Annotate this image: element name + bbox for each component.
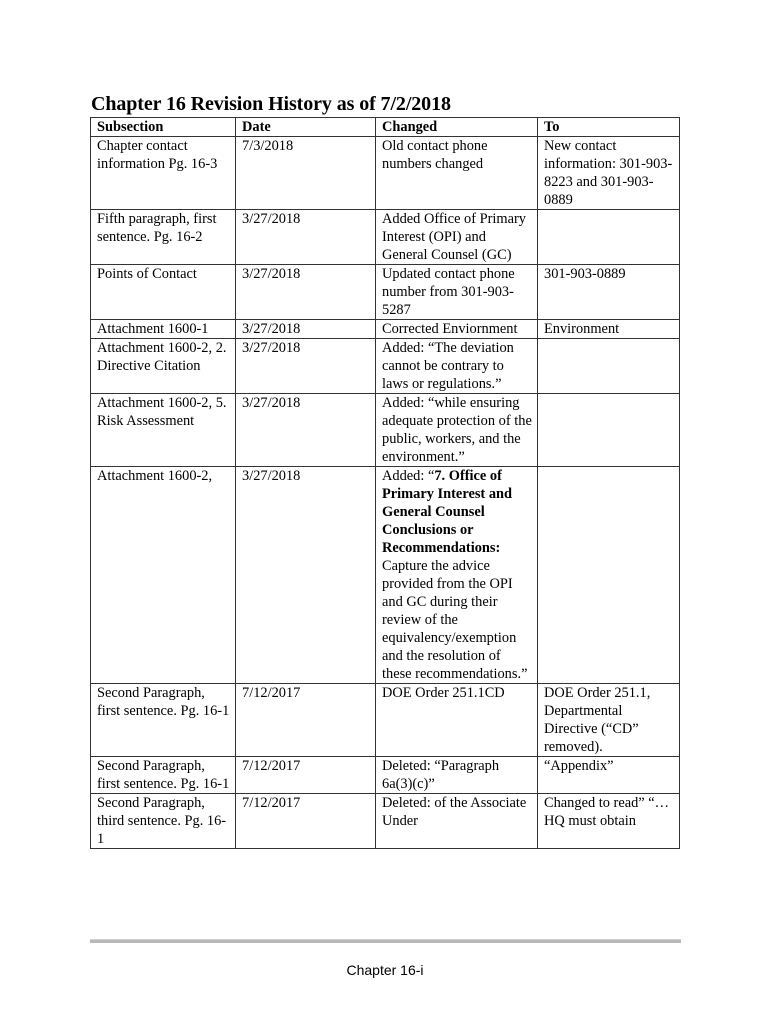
changed-prefix: Added: “ bbox=[382, 468, 435, 484]
cell-to: DOE Order 251.1, Departmental Directive (“CD” removed). bbox=[538, 684, 680, 757]
cell-changed: Old contact phone numbers changed bbox=[376, 137, 538, 210]
cell-date: 3/27/2018 bbox=[236, 467, 376, 684]
table-row bbox=[91, 794, 680, 849]
cell-date: 7/12/2017 bbox=[236, 757, 376, 794]
cell-subsection: Second Paragraph, first sentence. Pg. 16-1 bbox=[91, 757, 236, 794]
cell-date: 7/12/2017 bbox=[236, 684, 376, 757]
cell-changed: Deleted: “Paragraph 6a(3)(c)” bbox=[376, 757, 538, 794]
table-row bbox=[91, 137, 680, 210]
cell-changed: Added: “while ensuring adequate protection of the public, workers, and the environment.” bbox=[376, 394, 538, 467]
footer-divider bbox=[90, 939, 681, 943]
header-to: To bbox=[538, 118, 680, 137]
cell-to bbox=[538, 210, 680, 265]
page-title: Chapter 16 Revision History as of 7/2/2018 bbox=[91, 93, 451, 115]
cell-to bbox=[538, 339, 680, 394]
table-row bbox=[91, 394, 680, 467]
cell-subsection: Attachment 1600-2, 5. Risk Assessment bbox=[91, 394, 236, 467]
cell-to: 301-903-0889 bbox=[538, 265, 680, 320]
cell-to bbox=[538, 467, 680, 684]
table-row bbox=[91, 265, 680, 320]
cell-changed: DOE Order 251.1CD bbox=[376, 684, 538, 757]
table-header-row bbox=[91, 118, 680, 137]
table-row bbox=[91, 757, 680, 794]
cell-date: 3/27/2018 bbox=[236, 394, 376, 467]
cell-subsection: Chapter contact information Pg. 16-3 bbox=[91, 137, 236, 210]
cell-subsection: Fifth paragraph, first sentence. Pg. 16-2 bbox=[91, 210, 236, 265]
header-date: Date bbox=[236, 118, 376, 137]
cell-subsection: Second Paragraph, first sentence. Pg. 16-1 bbox=[91, 684, 236, 757]
cell-to: Environment bbox=[538, 320, 680, 339]
cell-changed: Added: “The deviation cannot be contrary to laws or regulations.” bbox=[376, 339, 538, 394]
cell-changed: Deleted: of the Associate Under bbox=[376, 794, 538, 849]
changed-bold-heading: 7. Office of Primary Interest and General Counsel Conclusions or Recommendations: bbox=[382, 468, 513, 556]
table-row bbox=[91, 320, 680, 339]
cell-date: 3/27/2018 bbox=[236, 265, 376, 320]
page-footer: Chapter 16-i bbox=[346, 962, 424, 978]
cell-subsection: Attachment 1600-1 bbox=[91, 320, 236, 339]
cell-to: Changed to read” “… HQ must obtain bbox=[538, 794, 680, 849]
cell-date: 7/3/2018 bbox=[236, 137, 376, 210]
cell-subsection: Attachment 1600-2, bbox=[91, 467, 236, 684]
cell-changed: Added Office of Primary Interest (OPI) and General Counsel (GC) bbox=[376, 210, 538, 265]
table-row bbox=[91, 467, 680, 684]
table-row bbox=[91, 684, 680, 757]
cell-subsection: Second Paragraph, third sentence. Pg. 16-1 bbox=[91, 794, 236, 849]
cell-to bbox=[538, 394, 680, 467]
cell-to: New contact information: 301-903-8223 and 301-903-0889 bbox=[538, 137, 680, 210]
cell-to: “Appendix” bbox=[538, 757, 680, 794]
cell-date: 7/12/2017 bbox=[236, 794, 376, 849]
cell-changed: Corrected Enviornment bbox=[376, 320, 538, 339]
table-row bbox=[91, 210, 680, 265]
changed-rest: Capture the advice provided from the OPI and GC during their review of the equivalency/exemption and the resolution of these recommendations.” bbox=[382, 558, 528, 682]
cell-date: 3/27/2018 bbox=[236, 339, 376, 394]
cell-subsection: Attachment 1600-2, 2. Directive Citation bbox=[91, 339, 236, 394]
header-changed: Changed bbox=[376, 118, 538, 137]
cell-subsection: Points of Contact bbox=[91, 265, 236, 320]
table-row bbox=[91, 339, 680, 394]
cell-changed: Updated contact phone number from 301-903-5287 bbox=[376, 265, 538, 320]
revision-history-table bbox=[90, 117, 680, 849]
cell-changed bbox=[376, 467, 538, 684]
header-subsection: Subsection bbox=[91, 118, 236, 137]
cell-date: 3/27/2018 bbox=[236, 210, 376, 265]
cell-date: 3/27/2018 bbox=[236, 320, 376, 339]
